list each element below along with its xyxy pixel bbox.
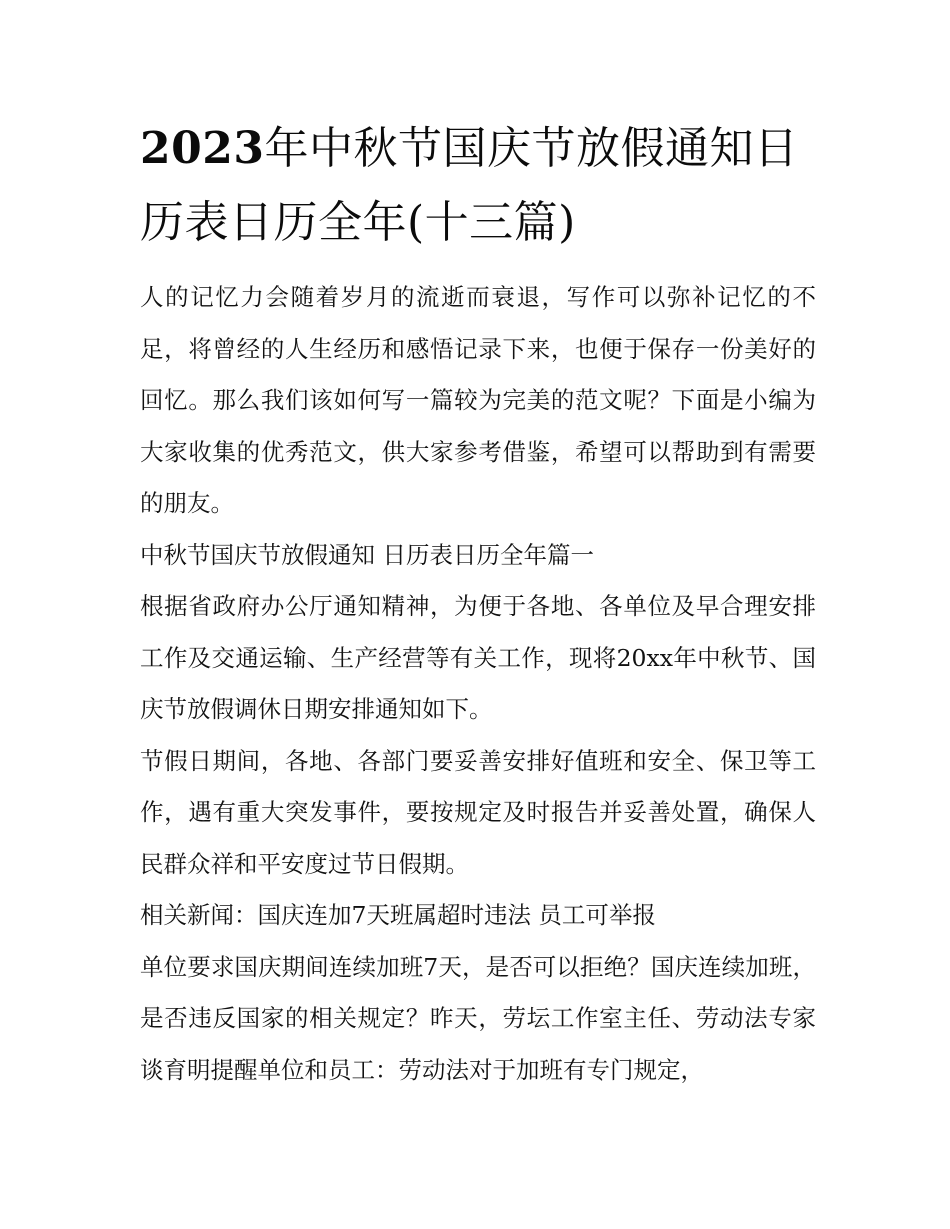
- document-title: [140, 112, 816, 260]
- paragraph-duty: 节假日期间，各地、各部门要妥善安排好值班和安全、保卫等工作，遇有重大突发事件，要按规定及时报告并妥善处置，确保人民群众祥和平安度过节日假期。: [140, 746, 816, 878]
- document-content: [140, 112, 816, 1096]
- paragraph-section-heading: 中秋节国庆节放假通知 日历表日历全年篇一: [140, 540, 594, 569]
- paragraph-notice: 根据省政府办公厅通知精神，为便于各地、各单位及早合理安排工作及交通运输、生产经营等有关工作，现将20xx年中秋节、国庆节放假调休日期安排通知如下。: [140, 592, 816, 723]
- paragraph-intro: 人的记忆力会随着岁月的流逝而衰退，写作可以弥补记忆的不足，将曾经的人生经历和感悟记录下来，也便于保存一份美好的回忆。那么我们该如何写一篇较为完美的范文呢？下面是小编为大家收集的优秀范文，供大家参考借鉴，希望可以帮助到有需要的朋友。: [140, 283, 816, 517]
- document-body: [140, 272, 816, 1096]
- paragraph-news-body: 单位要求国庆期间连续加班7天，是否可以拒绝？国庆连续加班，是否违反国家的相关规定？昨天，劳坛工作室主任、劳动法专家谈育明提醒单位和员工：劳动法对于加班有专门规定，: [140, 952, 816, 1084]
- title-text: 年中秋节国庆节放假通知日历表日历全年(十三篇): [140, 123, 799, 248]
- title-year: 2023: [140, 123, 265, 174]
- paragraph-news-heading: 相关新闻：国庆连加7天班属超时违法 员工可举报: [140, 901, 656, 929]
